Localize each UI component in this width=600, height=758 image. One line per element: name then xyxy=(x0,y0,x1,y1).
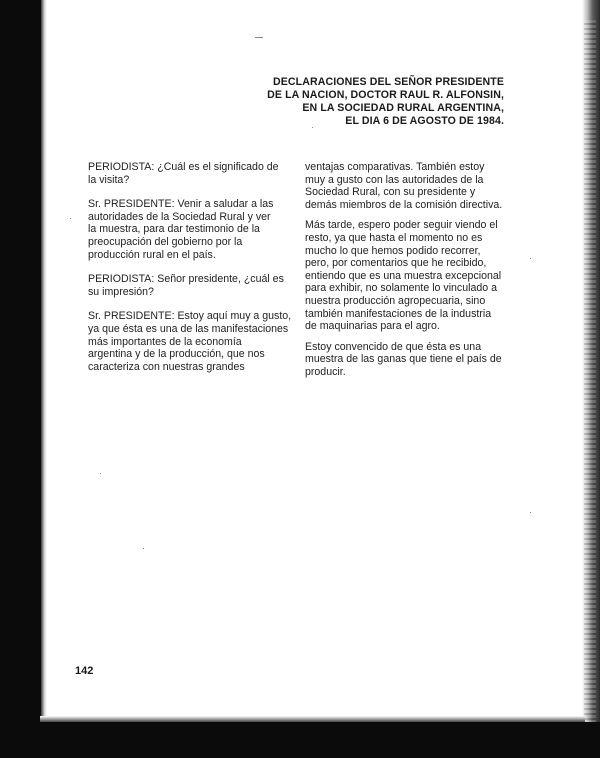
answer-conclusion xyxy=(305,341,501,379)
text-line: ya que ésta es una de las manifestaciones xyxy=(88,322,289,335)
left-column xyxy=(88,161,292,385)
text-line: producción rural en el país. xyxy=(88,248,216,261)
text-line: la visita? xyxy=(88,173,130,186)
heading-line: DE LA NACION, DOCTOR RAUL R. ALFONSIN, xyxy=(267,89,504,101)
scan-speck xyxy=(143,548,144,549)
text-line: entiendo que es una muestra excepcional xyxy=(305,269,502,282)
scan-speck xyxy=(255,37,263,38)
text-line: Estoy convencido de que ésta es una xyxy=(305,340,482,353)
text-line: autoridades de la Sociedad Rural y ver xyxy=(88,210,271,223)
heading-line: DECLARACIONES DEL SEÑOR PRESIDENTE xyxy=(273,76,504,88)
text-line: demás miembros de la comisión directiva. xyxy=(305,198,503,211)
scan-speck xyxy=(530,258,531,259)
text-line: caracteriza con nuestras grandes xyxy=(88,360,245,373)
page-number: 142 xyxy=(75,665,94,677)
text-line: de maquinarias para el agro. xyxy=(305,320,440,333)
text-line: muestra de las ganas que tiene el país de xyxy=(305,353,502,366)
text-line: para exhibir, no solamente lo vinculado a xyxy=(305,282,497,295)
scan-speck xyxy=(70,218,71,219)
document-heading xyxy=(244,76,504,128)
scan-speck xyxy=(100,473,101,474)
scan-speck xyxy=(530,512,531,513)
president-answer-1 xyxy=(88,198,283,261)
scan-left-border xyxy=(0,0,41,758)
scan-speck xyxy=(312,127,313,128)
text-line: su impresión? xyxy=(88,285,154,298)
text-line: muy a gusto con las autoridades de la xyxy=(305,173,484,186)
answer-paragraph xyxy=(305,219,501,332)
scan-right-noise xyxy=(584,20,596,730)
text-line: pero, por comentarios que he recibido, xyxy=(305,257,487,270)
text-line: preocupación del gobierno por la xyxy=(88,235,243,248)
scan-left-shadow xyxy=(41,0,47,758)
text-line: Sr. PRESIDENTE: Estoy aquí muy a gusto, xyxy=(88,310,292,323)
text-line: PERIODISTA: Señor presidente, ¿cuál es xyxy=(88,273,284,286)
president-answer-2 xyxy=(88,310,292,373)
right-column xyxy=(305,161,501,387)
text-line: ventajas comparativas. También estoy xyxy=(305,161,485,173)
text-line: mucho lo que hemos podido recorrer, xyxy=(305,244,481,257)
heading-line: EN LA SOCIEDAD RURAL ARGENTINA, xyxy=(302,102,504,114)
scan-bottom-border xyxy=(0,722,600,758)
text-line: resto, ya que hasta el momento no es xyxy=(305,231,483,244)
journalist-question-2 xyxy=(88,273,283,298)
text-line: la muestra, para dar testimonio de la xyxy=(88,223,260,236)
text-line: producir. xyxy=(305,365,346,378)
text-line: PERIODISTA: ¿Cuál es el significado de xyxy=(88,161,279,173)
answer-continuation xyxy=(305,161,501,211)
text-line: Sr. PRESIDENTE: Venir a saludar a las xyxy=(88,198,274,211)
text-line: Sociedad Rural, con su presidente y xyxy=(305,186,476,199)
journalist-question-1 xyxy=(88,161,283,186)
text-line: más importantes de la economía xyxy=(88,335,242,348)
text-line: también manifestaciones de la industria xyxy=(305,307,492,320)
heading-line: EL DIA 6 DE AGOSTO DE 1984. xyxy=(345,115,504,127)
text-line: nuestra producción agropecuaria, sino xyxy=(305,294,486,307)
text-line: Más tarde, espero poder seguir viendo el xyxy=(305,219,498,232)
text-line: argentina y de la producción, que nos xyxy=(88,348,265,361)
